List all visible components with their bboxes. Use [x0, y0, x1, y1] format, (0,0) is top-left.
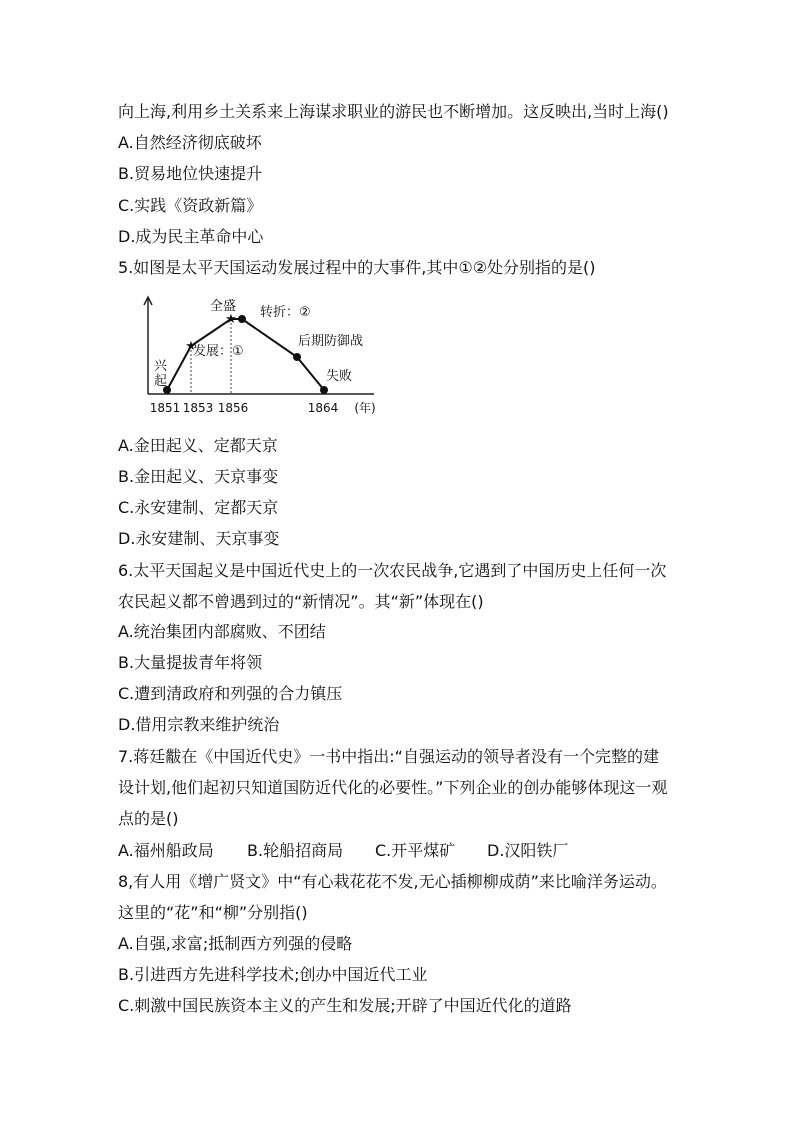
axis-unit: (年)	[354, 401, 376, 415]
label-fazhan: 发展：①	[193, 344, 244, 359]
q8-stem-line-2: 这里的“花”和“柳”分别指()	[118, 903, 308, 922]
q4-option-c: C.实践《资政新篇》	[118, 196, 263, 215]
tick-1851: 1851	[149, 401, 181, 415]
q4-option-b: B.贸易地位快速提升	[118, 164, 263, 183]
q7-option-d: D.汉阳铁厂	[487, 841, 569, 860]
q5-option-d: D.永安建制、天京事变	[118, 529, 280, 548]
q6-stem-line-1: 6.太平天国起义是中国近代史上的一次农民战争,它遇到了中国历史上任何一次	[118, 561, 667, 580]
point-1853-star: ★	[185, 339, 197, 354]
point-turning	[238, 315, 246, 323]
q6-option-a: A.统治集团内部腐败、不团结	[118, 622, 326, 641]
label-qi: 起	[154, 374, 168, 389]
q8-option-b: B.引进西方先进科学技术;创办中国近代工业	[118, 965, 428, 984]
q7-stem-line-2: 设计划,他们起初只知道国防近代化的必要性。”下列企业的创办能够体现这一观	[118, 778, 668, 797]
q6-option-d: D.借用宗教来维护统治	[118, 715, 280, 734]
point-1856-star: ★	[225, 312, 237, 327]
q8-option-c: C.刺激中国民族资本主义的产生和发展;开辟了中国近代化的道路	[118, 996, 572, 1015]
tick-1853: 1853	[182, 401, 214, 415]
q4-option-d: D.成为民主革命中心	[118, 227, 264, 246]
q7-option-a: A.福州船政局	[118, 841, 214, 860]
q7-option-b: B.轮船招商局	[247, 841, 344, 860]
timeline-diagram	[118, 293, 398, 420]
q8-stem-line-1: 8,有人用《增广贤文》中“有心栽花花不发,无心插柳柳成荫”来比喻洋务运动。	[118, 872, 667, 891]
label-quansheng: 全盛	[210, 299, 237, 314]
label-houqi: 后期防御战	[298, 334, 364, 349]
label-zhuanzhe: 转折：②	[260, 305, 311, 320]
q5-option-a: A.金田起义、定都天京	[118, 436, 278, 455]
q6-option-c: C.遭到清政府和列强的合力镇压	[118, 684, 343, 703]
point-1864	[320, 386, 328, 394]
q8-option-a: A.自强,求富;抵制西方列强的侵略	[118, 934, 353, 953]
q6-stem-line-2: 农民起义都不曾遇到过的“新情况”。其“新”体现在()	[118, 592, 484, 611]
tick-1856: 1856	[217, 401, 249, 415]
taiping-timeline-figure	[118, 293, 398, 420]
q7-stem-line-3: 点的是()	[118, 809, 179, 828]
intro-line: 向上海,利用乡土关系来上海谋求职业的游民也不断增加。这反映出,当时上海()	[118, 102, 669, 121]
q6-option-b: B.大量提拔青年将领	[118, 653, 263, 672]
q5-option-b: B.金田起义、天京事变	[118, 467, 279, 486]
q7-option-c: C.开平煤矿	[375, 841, 456, 860]
q5-option-c: C.永安建制、定都天京	[118, 498, 279, 517]
label-xing: 兴	[154, 359, 168, 374]
q4-option-a: A.自然经济彻底破坏	[118, 133, 262, 152]
label-shibai: 失败	[326, 369, 353, 384]
tick-1864: 1864	[307, 401, 339, 415]
q5-stem: 5.如图是太平天国运动发展过程中的大事件,其中①②处分别指的是()	[118, 258, 596, 277]
q7-stem-line-1: 7.蒋廷黻在《中国近代史》一书中指出:“自强运动的领导者没有一个完整的建	[118, 747, 659, 766]
point-defense	[293, 353, 301, 361]
